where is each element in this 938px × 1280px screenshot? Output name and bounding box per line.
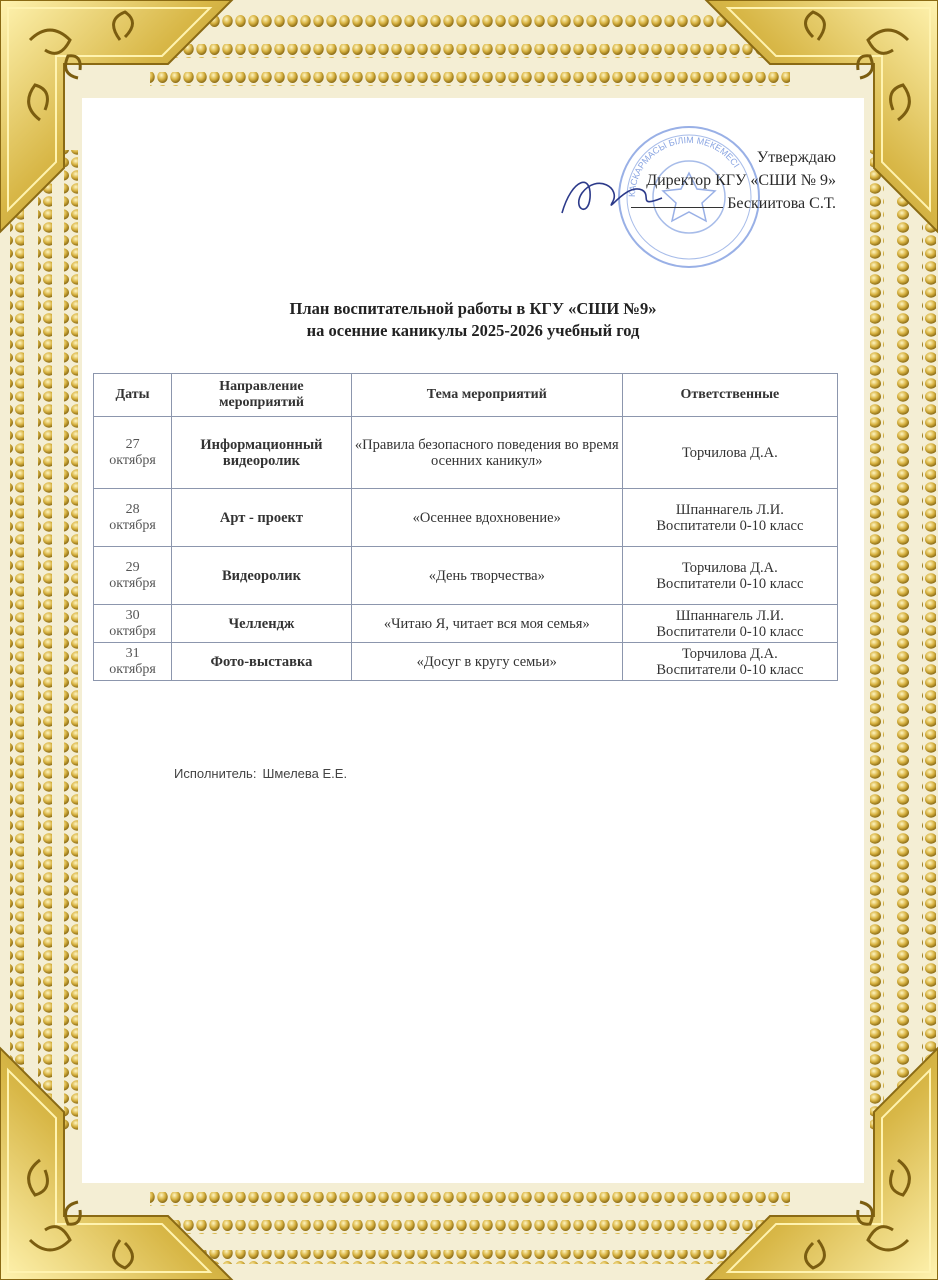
approval-heading: Утверждаю	[756, 149, 836, 166]
header-direction: Направление мероприятий	[172, 374, 352, 417]
executor-name: Шмелева Е.Е.	[262, 766, 348, 781]
responsible-group: Воспитатели 0-10 класс	[656, 661, 804, 678]
table-row	[94, 489, 838, 547]
executor-label: Исполнитель:	[174, 766, 257, 781]
date-day: 27	[125, 436, 140, 452]
responsible-person: Торчилова Д.А.	[682, 559, 778, 576]
cell-direction: Арт - проект	[172, 489, 352, 547]
cell-date	[94, 417, 172, 489]
table-row	[94, 643, 838, 681]
date-month: октября	[109, 661, 156, 677]
responsible-person: Торчилова Д.А.	[682, 645, 778, 662]
date-day: 31	[125, 645, 140, 661]
title-line-2: на осенние каникулы 2025-2026 учебный год	[306, 321, 640, 340]
cell-direction: Информационный видеоролик	[172, 417, 352, 489]
date-month: октября	[109, 623, 156, 639]
cell-date	[94, 489, 172, 547]
cell-responsible	[622, 489, 837, 547]
date-day: 29	[125, 559, 140, 575]
date-day: 30	[125, 607, 140, 623]
stamp-text: КАСКАРМАСЫ БІЛІМ МЕКЕМЕСІ	[626, 134, 742, 198]
approval-block	[631, 146, 836, 215]
table-row	[94, 417, 838, 489]
approval-name: Бескиитова С.Т.	[727, 195, 836, 212]
responsible-person: Шпаннагель Л.И.	[675, 607, 784, 624]
cell-date	[94, 605, 172, 643]
cell-topic: «Досуг в кругу семьи»	[351, 643, 622, 681]
date-month: октября	[109, 452, 156, 468]
header-topic: Тема мероприятий	[351, 374, 622, 417]
date-month: октября	[109, 517, 156, 533]
responsible-group: Воспитатели 0-10 класс	[656, 623, 804, 640]
cell-direction: Фото-выставка	[172, 643, 352, 681]
cell-topic: «Правила безопасного поведения во время осенних каникул»	[351, 417, 622, 489]
cell-direction: Видеоролик	[172, 547, 352, 605]
cell-responsible	[622, 417, 837, 489]
date-day: 28	[125, 501, 140, 517]
approval-position: Директор КГУ «СШИ № 9»	[646, 172, 836, 189]
cell-date	[94, 643, 172, 681]
table-row	[94, 605, 838, 643]
responsible-person: Шпаннагель Л.И.	[675, 501, 784, 518]
cell-topic: «Осеннее вдохновение»	[351, 489, 622, 547]
table-header-row	[94, 374, 838, 417]
date-month: октября	[109, 575, 156, 591]
table-row	[94, 547, 838, 605]
signature-line	[631, 192, 836, 215]
header-dates: Даты	[94, 374, 172, 417]
plan-table	[93, 373, 838, 681]
executor-line	[174, 766, 347, 781]
cell-direction: Челлендж	[172, 605, 352, 643]
cell-responsible	[622, 605, 837, 643]
cell-topic: «День творчества»	[351, 547, 622, 605]
responsible-group: Воспитатели 0-10 класс	[656, 575, 804, 592]
responsible-group: Воспитатели 0-10 класс	[656, 517, 804, 534]
header-responsible: Ответственные	[622, 374, 837, 417]
cell-responsible	[622, 547, 837, 605]
cell-topic: «Читаю Я, читает вся моя семья»	[351, 605, 622, 643]
title-line-1: План воспитательной работы в КГУ «СШИ №9»	[289, 299, 657, 318]
cell-responsible	[622, 643, 837, 681]
signature-underline	[631, 193, 723, 208]
responsible-person: Торчилова Д.А.	[682, 444, 778, 461]
document-title	[82, 298, 864, 342]
document-page	[82, 98, 864, 1183]
cell-date	[94, 547, 172, 605]
